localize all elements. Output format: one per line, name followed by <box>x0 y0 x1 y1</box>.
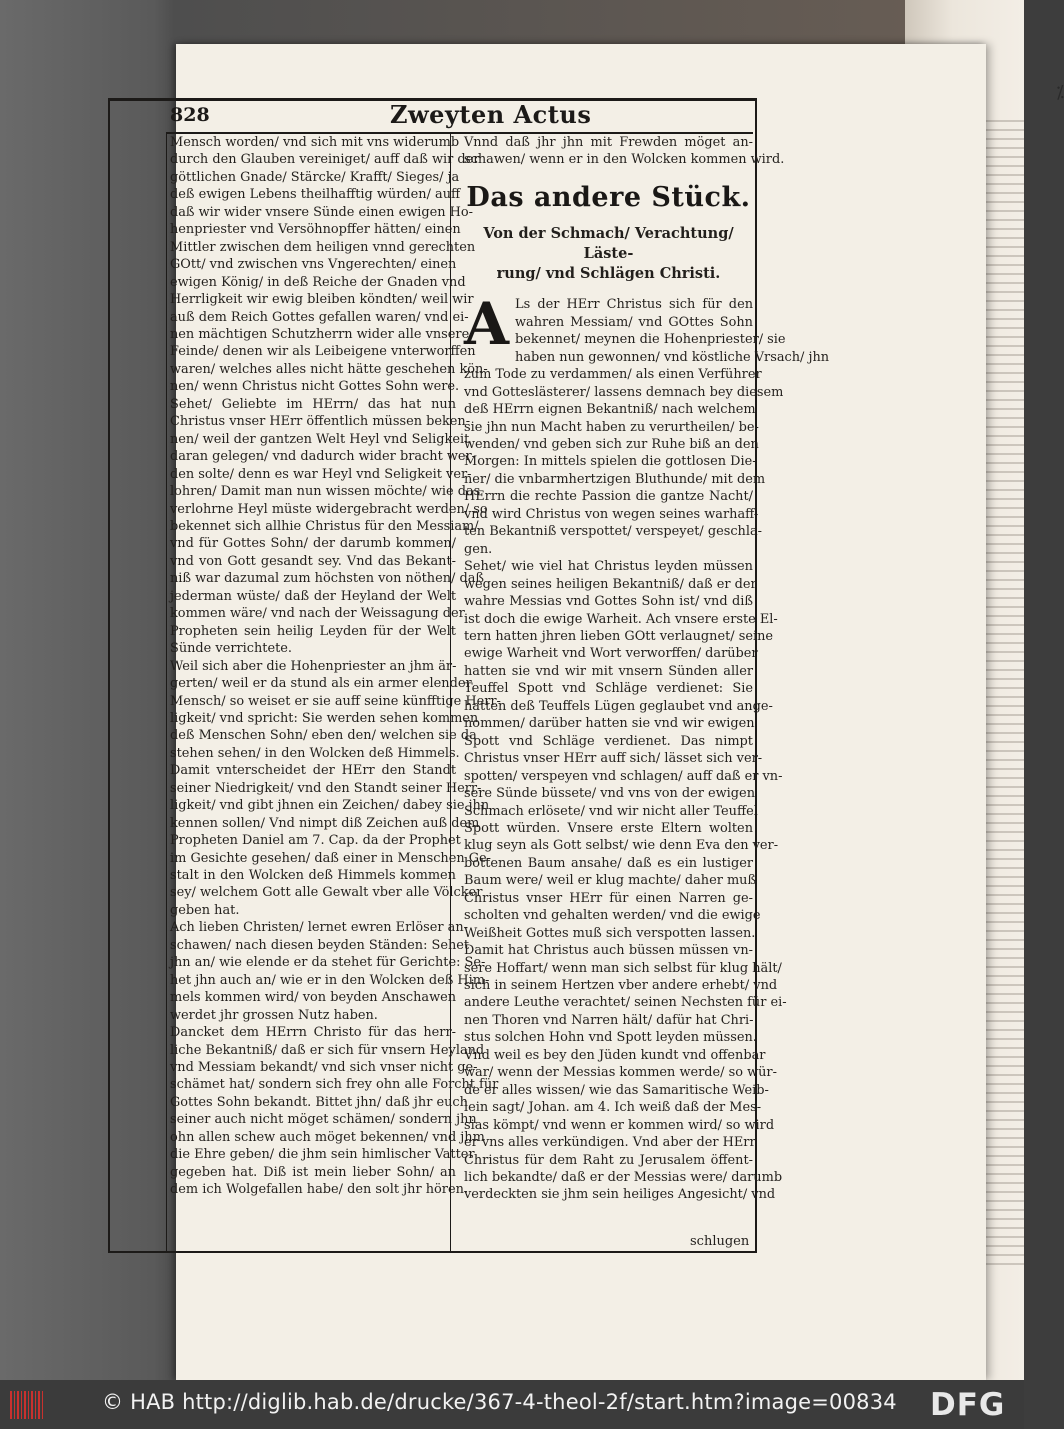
right-column-line: Teuffel Spott vnd Schläge verdienet: Sie <box>464 681 753 697</box>
left-column-line: vnd für Gottes Sohn/ der darumb kommen/ <box>170 536 456 552</box>
left-column-line: bekennet sich allhie Christus für den Messiam/ <box>170 518 479 534</box>
right-column-line: sere Hoffart/ wenn man sich selbst für klug hält/ <box>464 960 782 976</box>
left-column-line: gerten/ weil er da stund als ein armer elender <box>170 676 472 692</box>
left-column-line: Damit vnterscheidet der HErr den Standt <box>170 763 456 779</box>
left-column-line: jederman wüste/ daß der Heyland der Welt <box>170 588 456 604</box>
footer-bar <box>0 1380 1024 1429</box>
right-column-line: ner/ die vnbarmhertzigen Bluthunde/ mit dem <box>464 471 766 487</box>
left-column-line: schawen/ nach diesen beyden Ständen: Sehet <box>170 937 470 953</box>
left-column-line: Ach lieben Christen/ lernet ewren Erlöser an- <box>170 920 468 936</box>
running-title: Zweyten Actus <box>390 100 592 129</box>
left-column-line: verlohrne Heyl müste widergebracht werden/ so <box>170 501 488 517</box>
right-column-line: Damit hat Christus auch büssen müssen vn- <box>464 943 753 959</box>
right-column-line: vnd Gotteslästerer/ lassens demnach bey diesem <box>464 384 784 400</box>
right-column-line: zum Tode zu verdammen/ als einen Verführer <box>464 367 762 383</box>
left-column-line: seiner auch nicht möget schämen/ sondern jhn <box>170 1112 477 1128</box>
left-column-line: stalt in den Wolcken deß Himmels kommen <box>170 868 456 884</box>
left-column-line: het jhn auch an/ wie er in den Wolcken deß Him- <box>170 972 490 988</box>
left-column-line: geben hat. <box>170 902 240 918</box>
right-column-line: ist doch die ewige Warheit. Ach vnsere erste El- <box>464 611 778 627</box>
drop-cap: A <box>464 290 510 359</box>
right-column-line: gen. <box>464 541 493 557</box>
right-column-line: Weißheit Gottes muß sich verspotten lassen. <box>464 925 756 941</box>
left-column-line: ligkeit/ vnd gibt jhnen ein Zeichen/ dabey sie jhn <box>170 798 490 814</box>
subtitle-line: Von der Schmach/ Verachtung/ Läste- <box>483 225 734 263</box>
right-column-line: wegen seines heiligen Bekantniß/ daß er der <box>464 576 757 592</box>
left-column-line: Propheten Daniel am 7. Cap. da der Prophet <box>170 833 461 849</box>
pencil-mark: ⁒ <box>1056 82 1064 103</box>
left-column-line: daran gelegen/ vnd dadurch wider bracht wer- <box>170 449 477 465</box>
left-column-line: deß ewigen Lebens theilhafftig würden/ auff <box>170 187 461 203</box>
right-column-line: schawen/ wenn er in den Wolcken kommen wird. <box>464 152 785 168</box>
right-column-line: Vnd weil es bey den Jüden kundt vnd offenbar <box>464 1047 766 1063</box>
left-column-line: im Gesichte gesehen/ daß einer in Menschen Ge- <box>170 850 492 866</box>
left-column-line: Gottes Sohn bekandt. Bittet jhn/ daß jhr euch <box>170 1094 468 1110</box>
left-column-line: nen/ weil der gantzen Welt Heyl vnd Seligkeit <box>170 431 470 447</box>
left-column-line: henpriester vnd Versöhnopffer hätten/ einen <box>170 222 461 238</box>
right-column-line: sias kömpt/ vnd wenn er kommen wird/ so wird <box>464 1117 775 1133</box>
right-column-line: sere Sünde büssete/ vnd vns von der ewigen <box>464 786 755 802</box>
subtitle-line: rung/ vnd Schlägen Christi. <box>496 265 721 283</box>
left-column-line: schämet hat/ sondern sich frey ohn alle Forcht für <box>170 1077 499 1093</box>
right-column-line: bottenen Baum ansahe/ daß es ein lustiger <box>464 855 753 871</box>
right-column-line: wenden/ vnd geben sich zur Ruhe biß an den <box>464 436 759 452</box>
left-column-line: ligkeit/ vnd spricht: Sie werden sehen kommen <box>170 710 479 726</box>
left-column-line: Sünde verrichtete. <box>170 641 293 657</box>
right-column-line: Christus vnser HErr auff sich/ lässet sich ver- <box>464 751 763 767</box>
left-column-line: gegeben hat. Diß ist mein lieber Sohn/ an <box>170 1164 456 1180</box>
right-column-line: haben nun gewonnen/ vnd köstliche Vrsach/ jhn <box>515 349 830 365</box>
right-column-line: sich in seinem Hertzen vber andere erhebt/ vnd <box>464 978 778 994</box>
left-column-line: vnd von Gott gesandt sey. Vnd das Bekant- <box>170 553 456 569</box>
catchword: schlugen <box>690 1234 750 1249</box>
left-column-line: waren/ welches alles nicht hätte geschehen kön- <box>170 361 488 377</box>
right-column-line: deß HErrn eignen Bekantniß/ nach welchem <box>464 402 756 418</box>
right-column-line: de er alles wissen/ wie das Samaritische Weib- <box>464 1082 769 1098</box>
right-column-line: scholten vnd gehalten werden/ vnd die ewige <box>464 908 761 924</box>
left-column-line: Propheten sein heilig Leyden für der Welt <box>170 623 456 639</box>
left-column-line: sey/ welchem Gott alle Gewalt vber alle Völcker <box>170 885 483 901</box>
left-column-line: ohn allen schew auch möget bekennen/ vnd jhm <box>170 1129 485 1145</box>
left-column-line: Feinde/ denen wir als Leibeigene vnterworffen <box>170 344 476 360</box>
dfg-logo: DFG <box>930 1387 1006 1423</box>
left-column-line: daß wir wider vnsere Sünde einen ewigen Ho- <box>170 204 473 220</box>
copyright-url[interactable]: © HAB http://diglib.hab.de/drucke/367-4-theol-2f/start.htm?image=00834 <box>102 1390 897 1414</box>
right-column <box>464 134 830 1204</box>
section-title: Das andere Stück. <box>466 181 751 213</box>
right-column-line: nommen/ darüber hatten sie vnd wir ewigen <box>464 716 755 732</box>
left-column-line: vnd Messiam bekandt/ vnd sich vnser nicht ge- <box>170 1060 478 1076</box>
left-column-line: den solte/ denn es war Heyl vnd Seligkeit ver- <box>170 466 472 482</box>
left-column-line: die Ehre geben/ die jhm sein himlischer Vatter <box>170 1147 475 1163</box>
barcode-icon <box>10 1391 44 1419</box>
left-column-line: seiner Niedrigkeit/ vnd den Standt seiner Herr- <box>170 780 482 796</box>
right-column-line: bekennet/ meynen die Hohenpriester/ sie <box>515 332 786 348</box>
page-number: 828 <box>170 104 210 126</box>
left-column-line: Dancket dem HErrn Christo für das herr- <box>170 1025 456 1041</box>
right-column-line: stus solchen Hohn vnd Spott leyden müssen. <box>464 1030 757 1046</box>
left-column-line: niß war dazumal zum höchsten von nöthen/ daß <box>170 571 485 587</box>
right-column-line: Ls der HErr Christus sich für den <box>515 297 753 313</box>
right-column-line: lich bekandte/ daß er der Messias were/ darumb <box>464 1170 783 1186</box>
left-column-line: werdet jhr grossen Nutz haben. <box>170 1007 378 1023</box>
right-column-line: klug seyn als Gott selbst/ wie denn Eva den ver- <box>464 838 779 854</box>
section-subtitle <box>464 224 753 284</box>
right-column-line: wahre Messias vnd Gottes Sohn ist/ vnd diß <box>464 594 753 610</box>
left-column-line: Sehet/ Geliebte im HErrn/ das hat nun <box>170 396 456 412</box>
right-column-line: ten Bekantniß verspottet/ verspeyet/ geschla- <box>464 524 763 540</box>
left-column-line: kennen sollen/ Vnd nimpt diß Zeichen auß dem <box>170 815 480 831</box>
left-column-line: stehen sehen/ in den Wolcken deß Himmels. <box>170 745 460 761</box>
right-column-line: andere Leuthe verachtet/ seinen Nechsten für ei- <box>464 995 787 1011</box>
right-column-line: Schmach erlösete/ vnd wir nicht aller Teuffel <box>464 803 758 819</box>
right-column-line: tern hatten jhren lieben GOtt verlaugnet/ seine <box>464 628 773 644</box>
left-column <box>170 134 501 1199</box>
left-column-line: Christus vnser HErr öffentlich müssen beken- <box>170 414 471 430</box>
left-column-line: jhn an/ wie elende er da stehet für Gerichte: Se- <box>170 955 486 971</box>
right-column-line: Christus für dem Raht zu Jerusalem öffent- <box>464 1152 753 1168</box>
right-column-line: Baum were/ weil er klug machte/ daher muß <box>464 873 757 889</box>
right-column-line: HErrn die rechte Passion die gantze Nacht/ <box>464 489 753 505</box>
right-column-line: spotten/ verspeyen vnd schlagen/ auff daß er vn- <box>464 768 783 784</box>
left-column-line: deß Menschen Sohn/ eben den/ welchen sie da <box>170 728 477 744</box>
right-column-line: sie jhn nun Macht haben zu verurtheilen/ be- <box>464 419 759 435</box>
right-column-line: Spott würden. Vnsere erste Eltern wolten <box>464 820 753 836</box>
right-column-line: hatten sie vnd wir mit vnsern Sünden aller <box>464 663 753 679</box>
right-column-line: Christus vnser HErr für einen Narren ge- <box>464 890 753 906</box>
left-column-line: lohren/ Damit man nun wissen möchte/ wie das <box>170 484 481 500</box>
left-column-line: dem ich Wolgefallen habe/ den solt jhr hören. <box>170 1182 468 1198</box>
left-column-line: Mittler zwischen dem heiligen vnnd gerechten <box>170 239 476 255</box>
right-column-line: hatten deß Teuffels Lügen geglaubet vnd ange- <box>464 698 773 714</box>
left-column-line: Mensch/ so weiset er sie auff seine künfftige Herr- <box>170 693 501 709</box>
left-column-line: ewigen König/ in deß Reiche der Gnaden vnd <box>170 274 466 290</box>
right-column-line: er vns alles verkündigen. Vnd aber der HErr <box>464 1135 756 1151</box>
right-column-line: Vnnd daß jhr jhn mit Frewden möget an- <box>464 135 753 150</box>
right-column-line: nen Thoren vnd Narren hält/ dafür hat Chri- <box>464 1012 754 1028</box>
left-column-line: Weil sich aber die Hohenpriester an jhm är- <box>170 658 457 674</box>
right-column-line: verdeckten sie jhm sein heiliges Angesicht/ vnd <box>464 1187 776 1203</box>
right-column-line: wahren Messiam/ vnd GOttes Sohn <box>515 314 753 330</box>
right-column-line: Sehet/ wie viel hat Christus leyden müssen <box>464 559 753 575</box>
left-column-line: nen mächtigen Schutzherrn wider alle vnsere <box>170 326 470 342</box>
right-column-line: lein sagt/ Johan. am 4. Ich weiß daß der Mes- <box>464 1100 762 1116</box>
right-column-line: vnd wird Christus von wegen seines warhaff- <box>464 506 759 522</box>
right-column-line: war/ wenn der Messias kommen werde/ so wür- <box>464 1065 777 1081</box>
left-column-line: nen/ wenn Christus nicht Gottes Sohn were. <box>170 379 460 395</box>
left-column-line: mels kommen wird/ von beyden Anschawen <box>170 990 457 1006</box>
left-column-line: GOtt/ vnd zwischen vns Vngerechten/ einen <box>170 257 457 273</box>
right-column-line: ewige Warheit vnd Wort verworffen/ darüber <box>464 646 758 662</box>
left-column-line: göttlichen Gnade/ Stärcke/ Krafft/ Sieges/ ja <box>170 169 460 185</box>
left-column-line: kommen wäre/ vnd nach der Weissagung der <box>170 606 465 622</box>
right-column-line: Spott vnd Schläge verdienet. Das nimpt <box>464 733 753 749</box>
right-column-line: Morgen: In mittels spielen die gottlosen Die- <box>464 454 757 470</box>
left-column-line: Mensch worden/ vnd sich mit vns widerumb <box>170 135 460 150</box>
left-column-line: auß dem Reich Gottes gefallen waren/ vnd ei- <box>170 309 469 325</box>
left-column-line: durch den Glauben vereiniget/ auff daß wir der <box>170 152 480 168</box>
left-column-line: liche Bekantniß/ daß er sich für vnsern Heyland <box>170 1042 485 1058</box>
left-column-line: Herrligkeit wir ewig bleiben köndten/ weil wir <box>170 292 474 308</box>
page-header <box>170 100 750 130</box>
